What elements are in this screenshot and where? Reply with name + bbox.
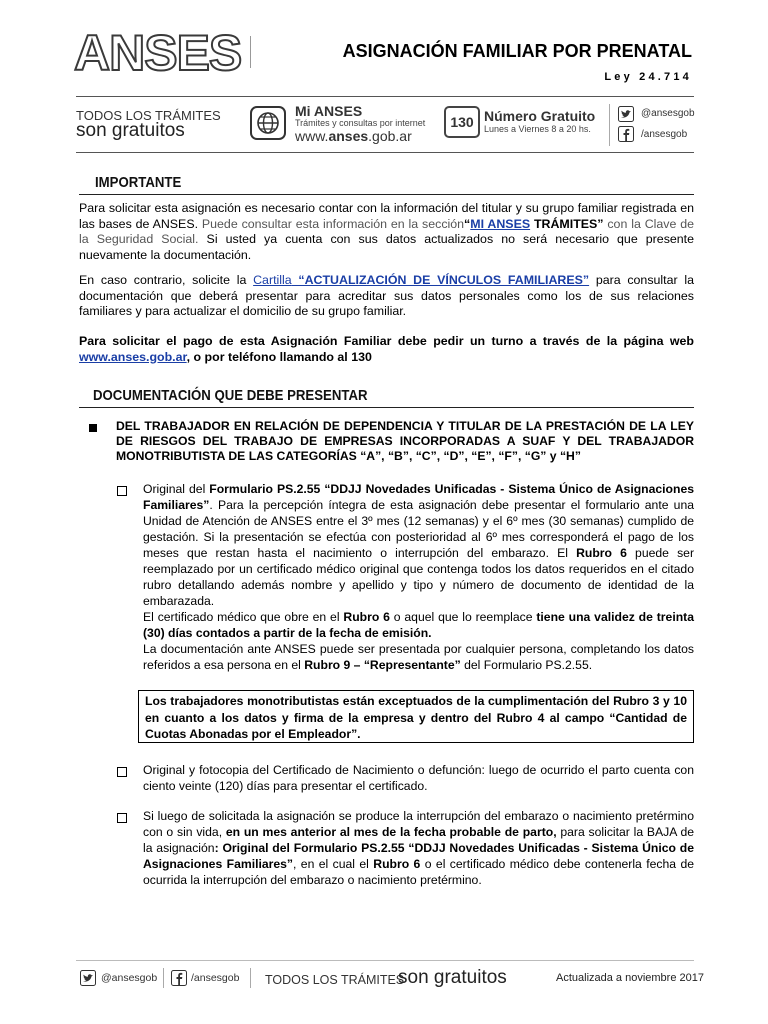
requirement-item-interruption: Si luego de solicitada la asignación se produce la interrupción del embarazo o nacimiento pretérmino con o sin vida, en un mes anterior al mes de la fecha probable de parto, para solicitar la BAJA de la asignación: Original del Formulario PS.2.55 “DDJJ Novedades Unificadas - Sistema Único de Asignaciones Familiares”, en el cual el Rubro 6 o el certificado médico debe contenerla fecha de ocurrida la interrupción del embarazo o nacimiento pretérmino.	[143, 809, 695, 887]
mi-anses-subtitle: Trámites y consultas por internet	[295, 118, 426, 128]
globe-icon	[250, 106, 286, 140]
section-rule-documentacion	[79, 407, 694, 408]
banner-top-line	[76, 96, 694, 97]
facebook-icon	[618, 126, 634, 142]
anses-logo: ANSES	[74, 25, 242, 81]
footer-line	[76, 960, 694, 961]
checkbox-icon	[117, 486, 127, 496]
banner-bottom-line	[76, 152, 694, 153]
phone-hours: Lunes a Viernes 8 a 20 hs.	[484, 124, 591, 134]
cartilla-link[interactable]: Cartilla “ACTUALIZACIÓN DE VÍNCULOS FAMILIARES”	[253, 273, 590, 287]
page-title: ASIGNACIÓN FAMILIAR POR PRENATAL	[342, 41, 692, 61]
monotributista-note: Los trabajadores monotributistas están exceptuados de la cumplimentación del Rubro 3 y 10 en cuanto a los datos y firma de la empresa y dentro del Rubro 4 al campo “Cantidad de Cuotas Abonadas por el Empleador”.	[138, 690, 694, 743]
checkbox-icon	[117, 813, 127, 823]
square-bullet-icon	[89, 424, 97, 432]
footer-twitter-handle[interactable]: @ansesgob	[101, 972, 158, 984]
anses-website-link[interactable]: www.anses.gob.ar	[79, 349, 187, 364]
footer-updated-date: Actualizada a noviembre 2017	[556, 972, 704, 984]
footer-gratuitos-label: son gratuitos	[398, 967, 507, 988]
footer-divider	[250, 968, 251, 988]
importante-paragraph-1: Para solicitar esta asignación es necesario contar con la información del titular y su grupo familiar registrada en las bases de ANSES. Puede consultar esta información en la sección“MI ANSES TRÁMITES” con la Clave de la Seguridad Social. Si usted ya cuenta con sus datos actualizados no será necesario que presente nuevamente la documentación.	[79, 201, 695, 262]
phone-title: Número Gratuito	[484, 108, 596, 124]
banner-facebook-handle[interactable]: /ansesgob	[641, 129, 688, 140]
mi-anses-title: Mi ANSES	[295, 103, 363, 119]
phone-number-badge: 130	[444, 106, 480, 138]
twitter-icon	[618, 106, 634, 122]
section-title-documentacion: DOCUMENTACIÓN QUE DEBE PRESENTAR	[93, 387, 368, 404]
mi-anses-link[interactable]: MI ANSES	[470, 216, 531, 231]
requirement-item-form: Original del Formulario PS.2.55 “DDJJ Novedades Unificadas - Sistema Único de Asignaciones Familiares”. Para la percepción íntegra de esta asignación debe presentar el formulario ante una Unidad de Atención de ANSES entre el 3º mes (12 semanas) y el 6º mes (30 semanas) cumplido de gestación. Si la presentación se efectúa con posterioridad al 6º mes corresponderá el pago de los meses que restan hasta el nacimiento o interrupción del embarazo. El Rubro 6 puede ser reemplazado por un certificado médico original que contenga todos los datos requeridos en el citado rubro detallando además nombre y apellido y tipo y número de documento de identidad de la embarazada. El certificado médico que obre en el Rubro 6 o aquel que lo reemplace tiene una validez de treinta (30) días contados a partir de la fecha de emisión. La documentación ante ANSES puede ser presentada por cualquier persona, completando los datos referidos a esa persona en el Rubro 9 – “Representante” del Formulario PS.2.55.	[143, 482, 695, 672]
section-title-importante: IMPORTANTE	[95, 174, 182, 191]
banner-gratuitos-label: son gratuitos	[76, 120, 185, 141]
twitter-icon	[80, 970, 96, 986]
footer-todos-label: TODOS LOS TRÁMITES	[265, 973, 405, 987]
section-rule-importante	[79, 194, 694, 195]
worker-category-heading: DEL TRABAJADOR EN RELACIÓN DE DEPENDENCIA Y TITULAR DE LA PRESTACIÓN DE LA LEY DE RIESGOS DEL TRABAJO DE EMPRESAS INCORPORADAS A SUAF Y DEL TRABAJADOR MONOTRIBUTISTA DE LAS CATEGORÍAS “A”, “B”, “C”, “D”, “E”, “F”, “G” y “H”	[116, 419, 694, 463]
banner-twitter-handle[interactable]: @ansesgob	[641, 108, 695, 119]
law-number: Ley 24.714	[604, 71, 692, 83]
banner-divider	[609, 104, 610, 146]
mi-anses-url[interactable]: www.anses.gob.ar	[295, 128, 412, 144]
importante-paragraph-3: Para solicitar el pago de esta Asignación Familiar debe pedir un turno a través de la página web www.anses.gob.ar, o por teléfono llamando al 130	[79, 334, 694, 364]
footer-divider	[163, 968, 164, 988]
checkbox-icon	[117, 767, 127, 777]
footer-facebook-handle[interactable]: /ansesgob	[191, 972, 240, 984]
requirement-item-birth-certificate: Original y fotocopia del Certificado de Nacimiento o defunción: luego de ocurrido el parto cuenta con ciento veinte (120) días para presentar el certificado.	[143, 763, 694, 793]
logo-divider	[250, 36, 251, 68]
banner-todos-label: TODOS LOS TRÁMITES	[76, 108, 221, 123]
facebook-icon	[171, 970, 187, 986]
importante-paragraph-2: En caso contrario, solicite la Cartilla “ACTUALIZACIÓN DE VÍNCULOS FAMILIARES” para consultar la documentación que deberá presentar para acreditar sus datos personales como los de sus relaciones familiares y para actualizar el domicilio de su grupo familiar.	[79, 273, 694, 318]
